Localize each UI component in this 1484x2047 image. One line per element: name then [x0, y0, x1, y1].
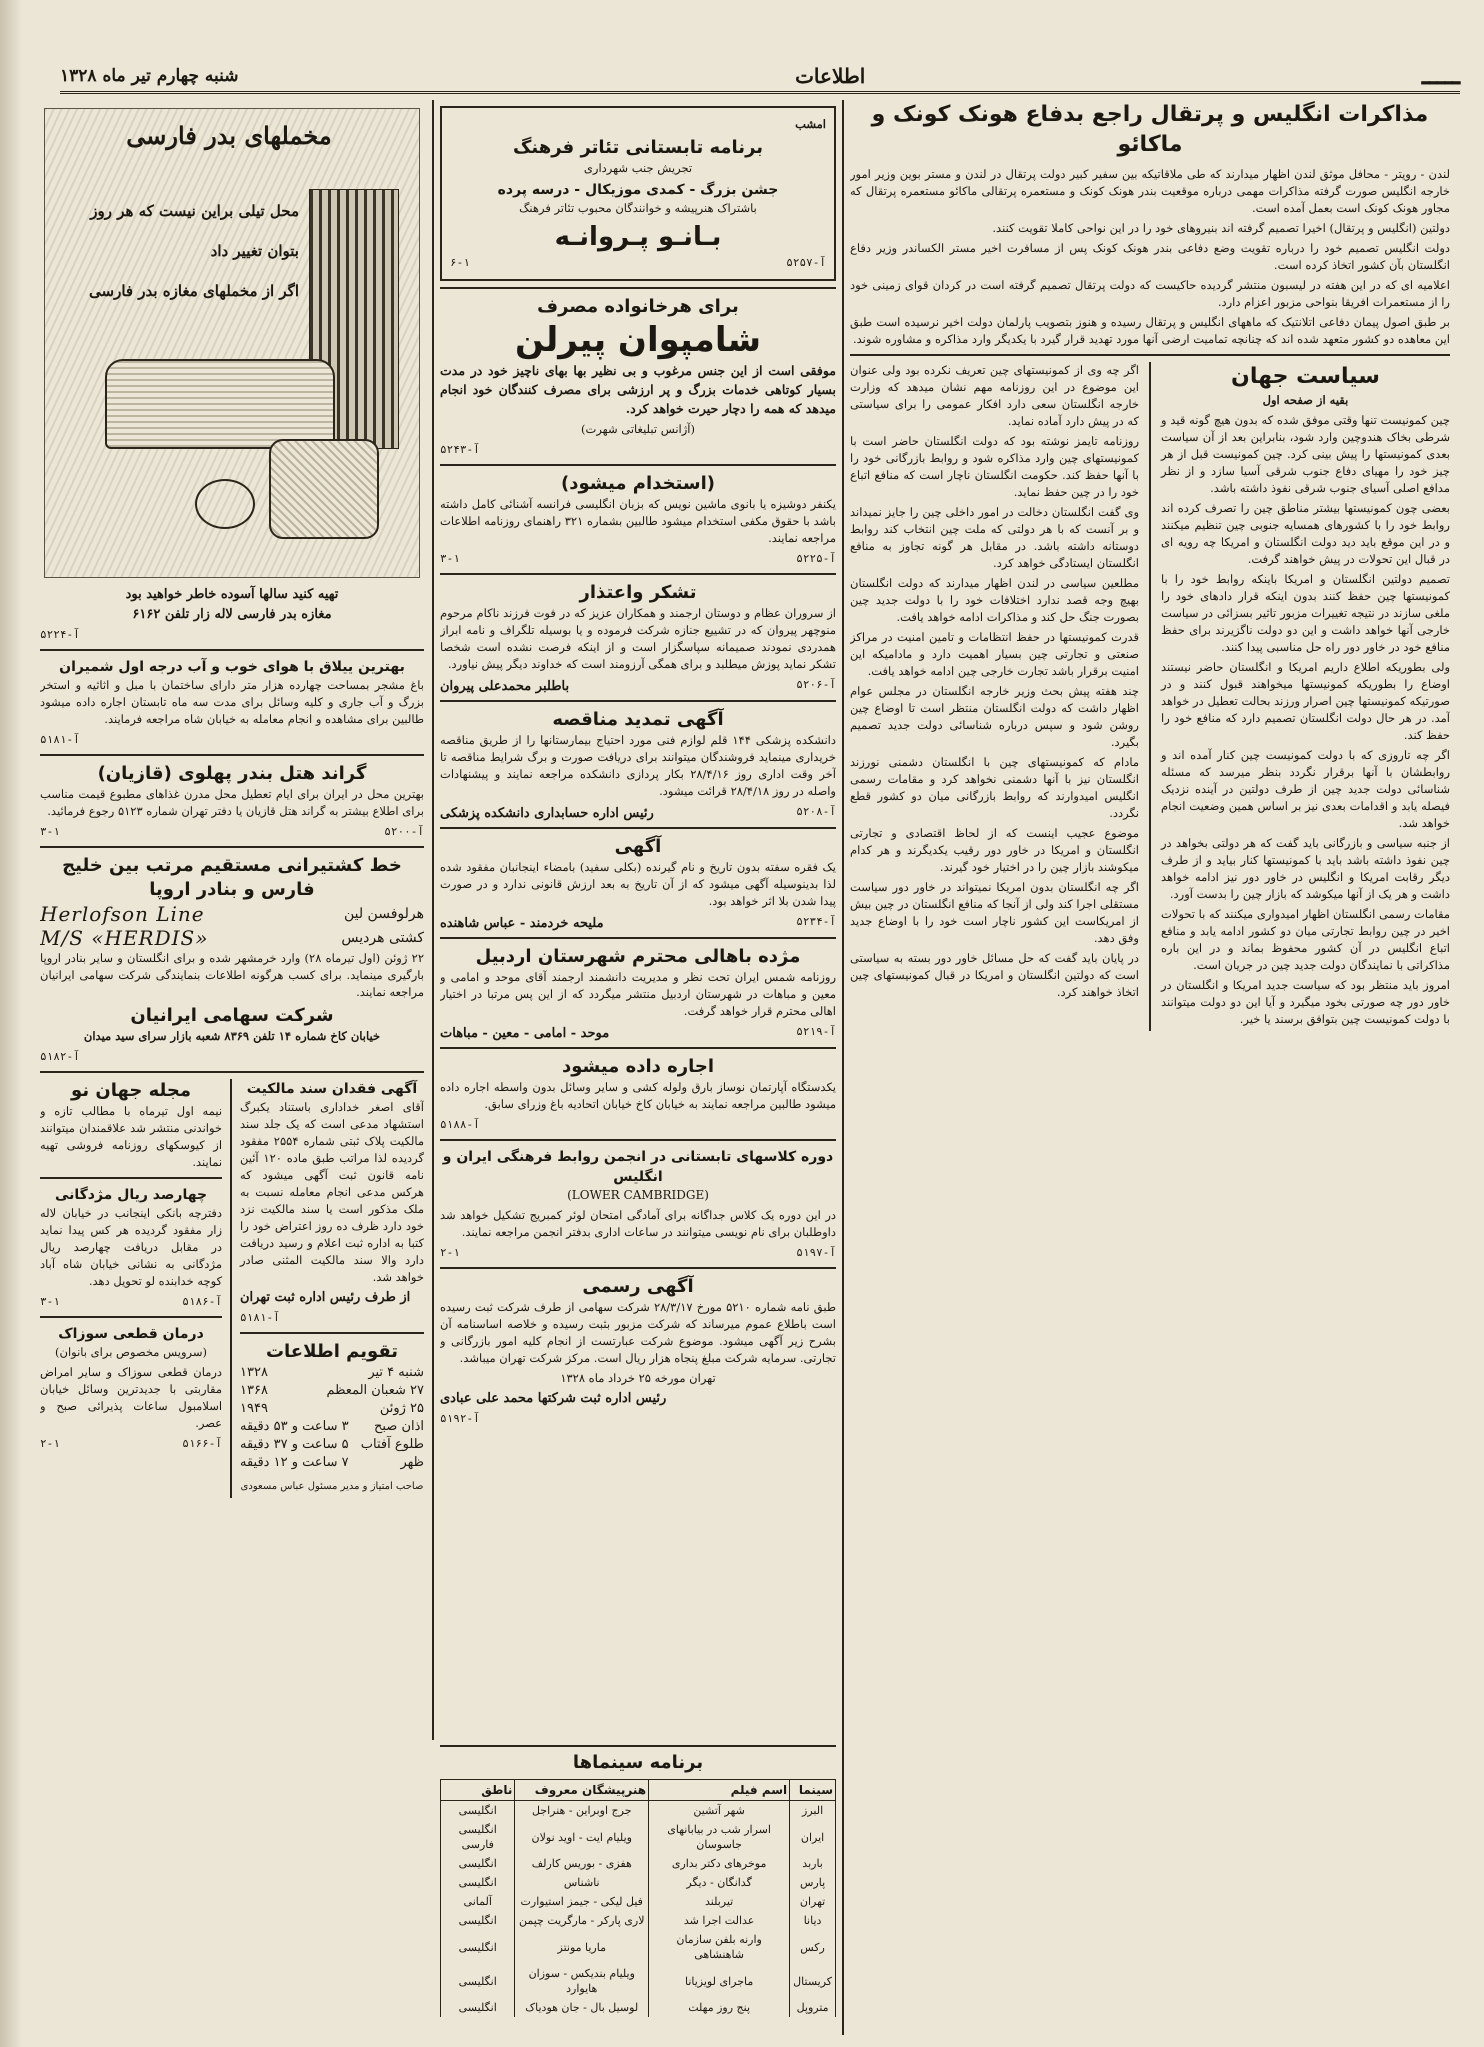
headline-hongkong: مذاکرات انگلیس و پرتقال راجع بدفاع هونک کونک و ماکائو [871, 102, 1429, 157]
calendar-table [240, 1364, 424, 1472]
shipping-agent: شرکت سهامی ایرانیان [130, 1005, 334, 1026]
ad-code: ۳-۱ [440, 552, 460, 565]
cinema-header-cell: ناطق [441, 1780, 515, 1801]
shipping-ship-row [40, 926, 424, 950]
ad-code: آ-۵۲۲۵ [796, 552, 836, 565]
hiring-body: یکنفر دوشیزه یا بانوی ماشین نویس که بزبان انگلیسی فرانسه آشنائی کامل داشته باشد با حقوق مکفی استخدام میشود طالبین بشماره ۳۲۱ راهنمای روزنامه اطلاعات مراجعه نمایند. [440, 497, 836, 545]
official-title: آگهی رسمی [582, 1276, 694, 1297]
calendar-label: اذان صبح [373, 1419, 424, 1434]
calendar-value: ۱۳۲۸ [240, 1365, 268, 1380]
calendar-row [240, 1364, 424, 1382]
theater-codes [450, 254, 826, 271]
ad-rent [440, 1055, 836, 1133]
calendar-value: ۱۳۶۸ [240, 1383, 268, 1398]
masthead-paper-name: اطلاعات [795, 63, 866, 88]
shampoo-title: شامپوان پیرلن [514, 320, 762, 360]
cinema-cell: شهر آتشین [649, 1801, 790, 1821]
calendar-label: طلوع آفتاب [360, 1437, 424, 1452]
cinema-cell: فیل لیکی - جیمز استیوارت [515, 1892, 649, 1911]
story-paragraph: اعلامیه ای که در این هفته در لیسبون منتشر گردیده حاکیست که دولت پرتقال تصمیم گرفته است در کردان قوای زمینی خود را از مستعمرات افریقا بنواحی مزبور اعزام دارد. [850, 278, 1450, 309]
story-paragraph: روزنامه تایمز نوشته بود که دولت انگلستان حاضر است با کمونیستهای چین وارد مذاکره شود و روابط بازرگانی خود را با آنها حفظ کند. حکومت انگلستان ناچار است که منافع اتباع خود را در چین حفظ نماید. [850, 434, 1139, 499]
magazine-body: نیمه اول تیرماه با مطالب تازه و خواندنی منتشر شد علاقمندان میتوانند از کیوسکهای روزنامه فروشی تهیه نمایند. [40, 1104, 223, 1169]
magazine-title: مجله جهان نو [71, 1080, 191, 1101]
divider [40, 846, 424, 848]
column-ads-left [40, 100, 424, 2030]
ardabil-body: روزنامه شمس ایران تحت نظر و مدیریت دانشمند ارجمند آقای موحد و امامی و معین و مباهات در شهرستان اردبیل منتشر میگردد که از این پس مرتبا در اختیار اهالی محترم قرار خواهد گرفت. [440, 970, 836, 1018]
shipping-line-latin: Herlofson Line [40, 902, 205, 926]
story-paragraph: تصمیم دولتین انگلستان و امریکا باینکه روابط خود را با کمونیستها چین حفظ کنند بدون اینکه قرار دادهای خود را ملغی سازند در نتیجه تغییرات مزبور تاثیر بسزائی در سیاست خارجی آنها خواهد داشت و این دو دولت ناگزیرند برای حفظ منافع خود در خاور دور راه حل مناسبی پیدا کنند. [1161, 572, 1450, 654]
cinema-cell: موخرهای دکتر بداری [649, 1854, 790, 1873]
calendar-label: ظهر [400, 1455, 424, 1470]
ad-classes [440, 1147, 836, 1261]
calendar-value: ۵ ساعت و ۳۷ دقیقه [240, 1437, 349, 1452]
story-paragraph: قدرت کمونیستها در حفظ انتظامات و تامین امنیت در مراکز صنعتی و تجارتی چین بسیار اهمیت دارد و مادامیکه این امنیت برقرار باشد تجارت خارجی چین ادامه خواهد یافت. [850, 630, 1139, 678]
ad-code: آ-۵۱۸۱ [240, 1311, 280, 1324]
cinema-cell: رکس [790, 1930, 836, 1964]
cinema-row [441, 1998, 836, 2017]
thanks-signature: باطلبر محمدعلی پیروان [440, 679, 570, 694]
ad-code: آ-۵۱۸۱ [40, 733, 80, 746]
theater-title: برنامه تابستانی تئاتر فرهنگ [512, 137, 764, 158]
ad-code: ۳-۱ [40, 1295, 60, 1308]
ad-code: ۳-۱ [40, 825, 60, 838]
ad-code: آ-۵۱۸۶ [182, 1295, 223, 1308]
ad-hiring [440, 472, 836, 567]
clinic-title: درمان قطعی سوزاک [58, 1326, 204, 1342]
calendar-label: شنبه ۴ تیر [368, 1365, 424, 1380]
divider [240, 1332, 424, 1334]
velvet-caption-1: محل تیلی براین نیست که هر روز [90, 202, 299, 220]
divider [40, 1177, 222, 1179]
cinema-cell: انگلیسی [441, 1998, 515, 2017]
calendar-label: ۲۷ شعبان المعظم [326, 1383, 424, 1398]
theater-sub1: تجریش جنب شهرداری [583, 161, 693, 175]
classes-body: در این دوره یک کلاس جداگانه برای آمادگی امتحان لوئر کمبریج تشکیل خواهد شد داوطلبان برای نام نویسی میتوانند در ساعات اداری بدفتر انجمن مراجعه نمایند. [440, 1208, 836, 1239]
ad-code: آ-۵۲۱۹ [796, 1025, 836, 1038]
ad-velvet-illustration [44, 108, 420, 578]
notice-title: آگهی [614, 836, 662, 857]
notice-footer [440, 913, 836, 931]
cinema-cell: پنج روز مهلت [649, 1998, 790, 2017]
cinema-cell: انگلیسی [441, 1873, 515, 1892]
section-head-world-politics: سیاست جهان [1231, 364, 1380, 389]
villa-title: بهترین ییلاق با هوای خوب و آب درجه اول شمیران [59, 659, 405, 675]
divider [440, 1139, 836, 1141]
story-paragraph: ولی بطوریکه اطلاع داریم امریکا و انگلستان حاضر نیستند اوضاع را بطوریکه کمونیستها میخواهند قبول کنند و در صورتیکه کمونیستها چین اصرار ورزند بحالت تعطیل در خواهد آمد. در هر حال دولت انگلستان تصمیم دارد که منافع خود را حفظ کند. [1161, 660, 1450, 742]
calendar-row [240, 1454, 424, 1472]
cinema-cell: ویلیام ایت - اوید نولان [515, 1820, 649, 1854]
ad-code: آ-۵۲۵۷ [786, 256, 826, 269]
cinema-cell: انگلیسی [441, 1964, 515, 1998]
cinema-cell: اسرار شب در بیابانهای جاسوسان [649, 1820, 790, 1854]
story-paragraph: موضوع عجیب اینست که از لحاظ اقتصادی و تجارتی انگلستان و امریکا در خاور دور رقیب یکدیگرند و هر کدام میکوشند بازار چین را در اختیار خود گیرند. [850, 826, 1139, 874]
masthead-date: شنبه چهارم تیر ماه ۱۳۲۸ [60, 65, 239, 86]
divider [440, 1047, 836, 1049]
cinema-cell: کریستال [790, 1964, 836, 1998]
story-paragraph: مطلعین سیاسی در لندن اظهار میدارند که دولت انگلستان بهیچ وجه قصد ندارد اختلافات خود را با دولت جدید چین بصورت جنگ حل کند و مذاکرات ادامه خواهد یافت. [850, 576, 1139, 624]
velvet-caption-2: بتوان تغییر داد [210, 242, 299, 260]
ad-code: ۲-۱ [40, 1437, 60, 1450]
tender-title: آگهی تمدید مناقصه [552, 709, 724, 730]
shampoo-footer: (آژانس تبلیغاتی شهرت) [581, 422, 695, 436]
ad-official [440, 1275, 836, 1427]
calendar-title: تقویم اطلاعات [265, 1341, 399, 1362]
cinema-cell: متروپل [790, 1998, 836, 2017]
cinema-cell: پارس [790, 1873, 836, 1892]
ad-hotel [40, 762, 424, 840]
story-paragraph: در پایان باید گفت که حل مسائل خاور دور بسته به سیاستی است که دولتین انگلستان و امریکا در قبال کمونیستهای چین اتخاذ خواهند کرد. [850, 951, 1139, 999]
column-rule [842, 100, 844, 2035]
story-paragraph: مادام که کمونیستهای چین با انگلستان دشمنی نورزند انگلستان نیز با آنها دشمنی نخواهد کرد و مقامات رسمی انگلیس امیدوارند که روابط بازرگانی میان دو کشور قطع نگردد. [850, 755, 1139, 820]
ad-code: آ-۵۲۰۰ [384, 825, 424, 838]
hotel-codes [40, 823, 424, 840]
story-paragraph: دولت انگلیس تصمیم خود را درباره تقویت وضع دفاعی بندر هونک کونک پس از مسافرت اخیر مستر الکساندر وزیر دفاع انگلستان بآن کشور اتخاذ کرده است. [850, 241, 1450, 272]
cinema-cell: لاری پارکر - مارگریت چپمن [515, 1911, 649, 1930]
shipping-line-row [40, 902, 424, 926]
story-paragraph: بر طبق اصول پیمان دفاعی اتلانتیک که ماههای انگلیس و پرتقال رسیده و هنوز بتصویب پارلمان دولت اخیر نرسیده است طبق این معاهده دو کشور متعهد شده اند که چنانچه تمامیت ارضی آنها مورد تهدید قرار گیرد با یکدیگر وارد مذاکره و مشاوره شوند. [850, 315, 1450, 346]
ad-code: آ-۵۱۶۶ [182, 1437, 223, 1450]
cinema-cell: باربد [790, 1854, 836, 1873]
column-world-politics [850, 100, 1450, 2035]
story-paragraph: چین کمونیست تنها وقتی موفق شده که بدون هیچ گونه قید و شرطی بخاک هندوچین وارد شود، بنابراین بعد از آن سیاست بعدی کمونیستها را پیش بینی کرد. چین کمونیست قبل از هر چیز خود را مهیای دفاع جنوب شرقی آسیا سازد و از نظر مدافع اصلی آسیای جنوب شرقی نفوذ داشته باشد. [1161, 413, 1450, 495]
notice-body: یک فقره سفته بدون تاریخ و نام گیرنده (بکلی سفید) بامضاء اینجانبان مفقود شده لذا بدینوسیله آگهی میشود که از آن تاریخ به بعد ارزش قانونی ندارد و در صورت پیدا شدن بلا اثر خواهد بود. [440, 860, 836, 908]
cinema-cell: انگلیسی [441, 1801, 515, 1821]
classes-title: دوره کلاسهای تابستانی در انجمن روابط فرهنگی ایران و انگلیس [442, 1149, 834, 1185]
ad-code: آ-۵۱۹۲ [440, 1412, 480, 1425]
classes-latin: (LOWER CAMBRIDGE) [567, 1188, 709, 1202]
velvet-bottom-1: تهیه کنید سالها آسوده خاطر خواهید بود [125, 587, 339, 602]
divider [440, 287, 836, 289]
ad-code: ۶-۱ [450, 256, 470, 269]
shipping-body: ۲۲ ژوئن (اول تیرماه ۲۸) وارد خرمشهر شده و برای انگلستان و سایر بنادر اروپا بارگیری مینماید. برای کسب هرگونه اطلاعات بنمایندگی شرکت سهامی ایرانیان مراجعه نمایند. [40, 951, 424, 999]
ad-notice [440, 835, 836, 931]
calendar-row [240, 1382, 424, 1400]
ad-code: آ-۵۲۰۸ [796, 805, 836, 818]
shipping-address: خیابان کاخ شماره ۱۴ تلفن ۸۳۶۹ شعبه بازار سرای سید میدان [83, 1029, 381, 1043]
divider [440, 573, 836, 575]
cinema-cell: عدالت اجرا شد [649, 1911, 790, 1930]
story-paragraph: مقامات رسمی انگلستان اظهار امیدواری میکنند که با تحولات اخیر در چین روابط تجارتی میان دو کشور ادامه یابد و منافع اتباع انگلیس در آن کشور محفوظ بماند و در این باره مذاکراتی با نمایندگان دولت جدید چین در جریان است. [1161, 907, 1450, 972]
cinema-header-cell: سینما [790, 1780, 836, 1801]
cinema-cell: ماجرای لویزیانا [649, 1964, 790, 1998]
lost-signature: از طرف رئیس اداره ثبت تهران [240, 1290, 411, 1305]
story-paragraph: لندن - رویتر - محافل موثق لندن اظهار میدارند که طی ملاقاتیکه بین سفیر کبیر دولت پرتقال در لندن و مستر بوین وزیر امور خارجه انگلیس صورت گرفته مذاکرات مهمی درباره موقعیت بندر هونک کونک و مستعمره پرتقالی ماکائو مستعمره پرتقال که مجاور هونک کونک است بعمل آمده است. [850, 167, 1450, 215]
divider [40, 1316, 222, 1318]
ad-theater [440, 106, 836, 281]
divider [440, 937, 836, 939]
lost-body: آقای اصغر خداداری باستناد یکبرگ استشهاد مدعی است که یک جلد سند مالکیت پلاک ثبتی شماره ۲۵۵۴ مفقود گردیده لذا مراتب طبق ماده ۱۲۰ آئین نامه قانون ثبت آگهی میشود که هرکس مدعی انجام معامله نسبت به ملک مذکور است یا سند مالکیت نزد خود دارد ظرف ده روز اعتراض خود را کتبا به اداره ثبت اعلام و رسید دریافت دارد والا سند مالکیت المثنی صادر خواهد شد. [240, 1100, 424, 1284]
cinema-row [441, 1801, 836, 1821]
masthead-ornament: ـــــ [1421, 60, 1460, 91]
politics-column-left [850, 362, 1139, 1031]
divider [440, 464, 836, 466]
calendar-value: ۳ ساعت و ۵۳ دقیقه [240, 1419, 349, 1434]
divider [440, 1267, 836, 1269]
column-rule [432, 100, 434, 1740]
cinema-cell: آلمانی [441, 1892, 515, 1911]
hiring-title: (استخدام میشود) [560, 473, 715, 494]
cinema-cell: گدانگان - دیگر [649, 1873, 790, 1892]
publisher-line: صاحب امتیاز و مدیر مسئول عباس مسعودی [240, 1481, 424, 1492]
shampoo-pre: برای هرخانواده مصرف [537, 296, 739, 317]
clinic-codes [40, 1435, 222, 1452]
ad-code: آ-۵۱۸۸ [440, 1118, 480, 1131]
column-ads-middle [440, 100, 836, 1740]
story-paragraph: از جنبه سیاسی و بازرگانی باید گفت که هر دولتی بخواهد در چین نفوذ داشته باشد باید با کمونیستها کنار بیاید و از طرف دیگر رقابت امریکا و انگلیس در خاور دور نیز ادامه خواهد داشت و هر یک از آنها میکوشد که بازار چین را بدست آورد. [1161, 836, 1450, 901]
ad-shipping [40, 854, 424, 1065]
calendar-value: ۷ ساعت و ۱۲ دقیقه [240, 1455, 349, 1470]
story-paragraph: وی گفت انگلستان دخالت در امور داخلی چین را جایز نمیداند و بر آنست که با هر دولتی که ملت چین انتخاب کند روابط دوستانه داشته باشد. در مقابل هر گونه تجاوز به منافع انگلستان ایستادگی خواهد کرد. [850, 505, 1139, 570]
ardabil-footer [440, 1023, 836, 1041]
velvet-bottom-2: مغازه بدر فارسی لاله زار تلفن ۶۱۶۲ [132, 607, 332, 622]
cinema-cell: وارنه بلفن سازمان شاهنشاهی [649, 1930, 790, 1964]
tender-footer [440, 803, 836, 821]
small-ads-grid [40, 1079, 424, 1498]
story-paragraph: اگر چه انگلستان بدون امریکا نمیتواند در خاور دور سیاست مستقلی اجرا کند ولی از آنجا که منافع انگلستان در چین بیش از امریکاست این کشور ناچار است خود را با اوضاع جدید وفق دهد. [850, 880, 1139, 945]
ad-code: آ-۵۱۸۲ [40, 1050, 80, 1063]
small-ads-right [240, 1079, 424, 1498]
shipping-ship-fa: کشتی هردیس [341, 930, 424, 946]
cinema-cell: تیربلند [649, 1892, 790, 1911]
calendar-row [240, 1436, 424, 1454]
velvet-title: مخملهای بدر فارسی [126, 121, 332, 150]
cinema-cell: البرز [790, 1801, 836, 1821]
cinema-cell: جرج اوبراین - هنراجل [515, 1801, 649, 1821]
ad-code: آ-۵۲۲۴ [40, 628, 80, 641]
cinema-row [441, 1911, 836, 1930]
divider [850, 354, 1450, 356]
shipping-line-fa: هرلوفسن لین [343, 906, 424, 922]
story-paragraph: اگر چه تاروزی که با دولت کمونیست چین کنار آمده اند و روابطشان با آنها برقرار نگردد بنظر میرسد که مسئله شناسائی دولت جدید چین از طرف دولتین در آینده نزدیک فیصله یابد و اقدامات بعدی نیز بر اساس همین وضعیت انجام خواهد شد. [1161, 748, 1450, 830]
ad-ardabil [440, 945, 836, 1041]
cinema-cell: انگلیسی [441, 1911, 515, 1930]
ad-shampoo [440, 295, 836, 458]
cinema-title: برنامه سینماها [572, 1752, 704, 1773]
inner-column-rule [230, 1079, 232, 1498]
villa-body: باغ مشجر بمساحت چهارده هزار متر دارای ساختمان با مبل و اثاثیه و استخر بزرگ و آب جاری و کلیه وسائل برای مدت سه ماه تابستان اجاره داده میشود طالبین برای مشاهده و انجام معامله به خیابان شاه مراجعه فرمایند. [40, 678, 424, 726]
ad-code: آ-۵۱۹۷ [796, 1246, 836, 1259]
lost-title: آگهی فقدان سند مالکیت [246, 1081, 418, 1097]
official-date: تهران مورخه ۲۵ خرداد ماه ۱۳۲۸ [560, 1371, 716, 1385]
cinema-row [441, 1964, 836, 1998]
clinic-sub: (سرویس مخصوص برای بانوان) [55, 1345, 207, 1359]
cinema-programme [440, 1745, 836, 2035]
story-paragraph: دولتین (انگلیس و پرتقال) اخیرا تصمیم گرفته اند بنیروهای خود را در این نواحی کاملا تقویت کنند. [992, 221, 1450, 235]
ad-tender [440, 708, 836, 821]
sofa-drawing [105, 359, 335, 449]
page-edge-shadow [0, 0, 22, 2047]
calendar-row [240, 1400, 424, 1418]
cinema-cell: هفزی - بوریس کارلف [515, 1854, 649, 1873]
clinic-body: درمان قطعی سوزاک و سایر امراض مقاربتی با جدیدترین وسائل خیابان اسلامبول ساعات پذیرائی صبح و عصر. [40, 1365, 223, 1430]
cinema-cell: انگلیسی [441, 1930, 515, 1964]
divider [440, 827, 836, 829]
theater-sub2: جشن بزرگ - کمدی موزیکال - درسه پرده [497, 182, 779, 198]
cinema-row [441, 1892, 836, 1911]
story-paragraph: بعضی چون کمونیستها بیشتر مناطق چین را تصرف کرده اند روابط خود را با کشورهای همسایه جنوبی چین تنظیم میکنند و در این موقع باید دید دولت انگلستان و امریکا چه رویه ای در قبال این تحولات در پیش خواهند گرفت. [1161, 501, 1450, 566]
story-hongkong [850, 166, 1450, 348]
cinema-cell: ماریا مونتز [515, 1930, 649, 1964]
official-signature: رئیس اداره ثبت شرکتها محمد علی عبادی [440, 1391, 667, 1406]
divider [40, 754, 424, 756]
reward-codes [40, 1293, 222, 1310]
small-ads-left [40, 1079, 222, 1498]
armchair-drawing [269, 439, 379, 539]
hiring-codes [440, 550, 836, 567]
reward-title: چهارصد ریال مژدگانی [54, 1187, 208, 1203]
ad-code: ۲-۱ [440, 1246, 460, 1259]
thanks-body: از سروران عظام و دوستان ارجمند و همکاران عزیز که در فوت فرزند ناکام مرحوم منوچهر پیروان که در تشییع جنازه شرکت فرموده و یا بوسیله تلگراف و نامه ابراز همدردی نمودند صمیمانه سپاسگزار است و از اینکه فرصت نشده است شخصا تشکر نماید پوزش میطلبد و برای همگی آرزومند است که خداوند دیگر پیش نیاورد. [440, 606, 836, 671]
classes-codes [440, 1244, 836, 1261]
cinema-cell: دیانا [790, 1911, 836, 1930]
cinema-row [441, 1854, 836, 1873]
story-paragraph: چند هفته پیش بحث وزیر خارجه انگلستان در مجلس عوام اظهار داشت که دولت انگلستان منتظر است تا اوضاع چین روشن شود و سپس درباره شناسائی دولت جدید تصمیم بگیرد. [850, 684, 1139, 749]
ad-villa [40, 657, 424, 748]
cinema-cell: انگلیسی فارسی [441, 1820, 515, 1854]
cinema-header-cell: هنرپیشگان معروف [515, 1780, 649, 1801]
politics-columns [850, 362, 1450, 1031]
tender-body: دانشکده پزشکی ۱۴۴ قلم لوازم فنی مورد احتیاج بیمارستانها را از طریق مناقصه خریداری مینماید فروشندگان میتوانند برای دریافت صورت و برگ شرایط مناقصه تا آخر وقت اداری روز ۲۸/۴/۱۶ بکار پردازی دانشکده مراجعه نمایند و پیشنهادات واصله در روز ۲۸/۴/۱۸ قرائت میشود. [440, 733, 836, 798]
ardabil-title: مژده باهالی محترم شهرستان اردبیل [475, 946, 801, 967]
divider [40, 649, 424, 651]
shampoo-body: موفقی است از این جنس مرغوب و بی نظیر بها بهای ناچیز خود در مدت بسیار کوتاهی خدمات بزرگ و پر ارزشی برای مصرف کنندگان خود انجام میدهد که همه را دچار حیرت خواهد کرد. [440, 363, 836, 416]
continued-label: بقیه از صفحه اول [1262, 393, 1349, 407]
ad-code: آ-۵۲۰۶ [796, 678, 836, 691]
cinema-cell: ایران [790, 1820, 836, 1854]
cinema-cell: انگلیسی [441, 1854, 515, 1873]
rent-title: اجاره داده میشود [561, 1056, 715, 1077]
shipping-ship-latin: M/S «HERDIS» [40, 926, 209, 950]
cinema-cell: لوسیل بال - جان هودیاک [515, 1998, 649, 2017]
cinema-cell: ویلیام بندیکس - سوزان هایوارد [515, 1964, 649, 1998]
cinema-row [441, 1820, 836, 1854]
reward-body: دفترچه بانکی اینجانب در خیابان لاله زار مفقود گردیده هر کس پیدا نماید در مقابل دریافت چهارصد ریال مژدگانی به نشانی خیابان شاه آباد کوچه خدابنده لو تحویل دهد. [40, 1206, 223, 1288]
thanks-footer [440, 676, 836, 694]
theater-sub3: باشتراک هنرپیشه و خوانندگان محبوب تئاتر فرهنگ [519, 201, 757, 215]
side-table-drawing [195, 479, 255, 529]
theater-tonight: امشب [795, 117, 826, 131]
divider [440, 700, 836, 702]
cinema-cell: ناشناس [515, 1873, 649, 1892]
rent-body: یکدستگاه آپارتمان نوساز بارق ولوله کشی و سایر وسائل بدون واسطه اجاره داده میشود طالبین مراجعه نمایند به خیابان کاخ خیابان اتحادیه باغ وزرای سابق. [440, 1080, 836, 1111]
hotel-body: بهترین محل در ایران برای ایام تعطیل محل مدرن غذاهای مطبوع قیمت مناسب برای اطلاع بیشتر به گراند هتل قازیان یا دفتر تهران شماره ۵۱۲۳ رجوع فرمائید. [40, 787, 424, 818]
thanks-title: تشکر واعتذار [579, 582, 697, 603]
notice-signature: ملیحه خردمند - عباس شاهنده [440, 916, 604, 931]
story-paragraph: اگر چه وی از کمونیستهای چین تعریف نکرده بود ولی عنوان این موضوع در این روزنامه مهم نشان میدهد که وزارت خارجه انگلستان سعی دارد افکار عمومی را برای سیاستی که در پیش دارد آماده نماید. [850, 363, 1139, 428]
calendar-value: ۱۹۴۹ [240, 1401, 268, 1416]
shipping-title: خط کشتیرانی مستقیم مرتب بین خلیج فارس و بنادر اروپا [62, 855, 402, 900]
politics-column-right [1161, 362, 1450, 1031]
ardabil-names: موحد - امامی - معین - مباهات [440, 1026, 610, 1041]
calendar-row [240, 1418, 424, 1436]
cinema-cell: تهران [790, 1892, 836, 1911]
calendar-label: ۲۵ ژوئن [379, 1401, 424, 1416]
theater-star: بـانـو پـروانـه [554, 222, 722, 252]
story-paragraph: امروز باید منتظر بود که سیاست جدید امریکا و انگلستان در خاور دور چه صورتی بخود میگیرد و آیا این دو دولت میتوانند با دولت کمونیست چین بتوافق برسند یا خیر. [1161, 978, 1450, 1026]
masthead [60, 60, 1460, 94]
ad-thanks [440, 581, 836, 694]
ad-code: آ-۵۲۴۳ [440, 443, 480, 456]
cinema-row [441, 1873, 836, 1892]
cinema-table [440, 1779, 836, 2017]
ad-code: آ-۵۲۳۴ [796, 915, 836, 928]
official-body: طبق نامه شماره ۵۲۱۰ مورخ ۲۸/۳/۱۷ شرکت سهامی از طرف شرکت ثبت رسیده است باطلاع عموم میرساند که شرکت مزبور بثبت رسیده و خلاصه اساسنامه آن بشرح زیر آگهی میشود. موضوع شرکت عبارتست از انجام کلیه امور بازرگانی و تجارتی. سرمایه شرکت مبلغ پنجاه هزار ریال است. مرکز شرکت تهران میباشد. [440, 1300, 836, 1365]
divider [40, 1071, 424, 1073]
velvet-caption-3: اگر از مخملهای مغازه بدر فارسی [89, 282, 299, 300]
cinema-header-cell: اسم فیلم [649, 1780, 790, 1801]
hotel-title: گراند هتل بندر پهلوی (قازیان) [97, 763, 367, 784]
inner-column-rule [1149, 362, 1151, 1031]
cinema-header-row [441, 1780, 836, 1801]
tender-signature: رئیس اداره حسابداری دانشکده پزشکی [440, 806, 654, 821]
cinema-row [441, 1930, 836, 1964]
